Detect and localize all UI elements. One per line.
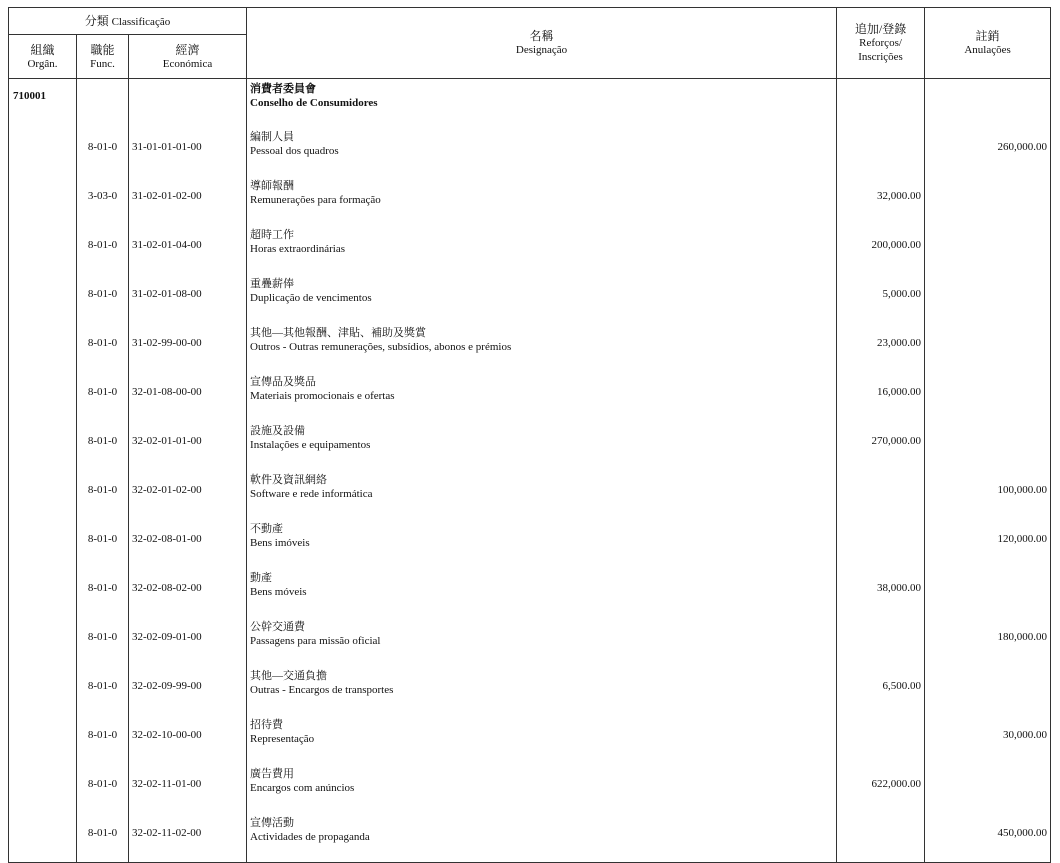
- cancellation-amount: [925, 372, 1051, 421]
- reinforcement-amount: [837, 617, 925, 666]
- table-row: [9, 323, 1051, 372]
- cancellation-amount: 120,000.00: [925, 519, 1051, 568]
- economic-code: 32-02-01-02-00: [129, 470, 247, 519]
- economic-code: 31-02-01-02-00: [129, 176, 247, 225]
- reinforcement-amount: 38,000.00: [837, 568, 925, 617]
- designation: [247, 519, 837, 568]
- organ-cell: [9, 568, 77, 617]
- economic-header: 經濟 Económica: [129, 35, 247, 79]
- func-code: 8-01-0: [77, 372, 129, 421]
- economic-code: 32-02-08-01-00: [129, 519, 247, 568]
- table-row: [9, 813, 1051, 863]
- reinforcement-amount: [837, 715, 925, 764]
- organ-cell: [9, 127, 77, 176]
- designation-pt: Representação: [250, 733, 315, 745]
- organ-cell: [9, 372, 77, 421]
- organ-header: 組織 Orgân.: [9, 35, 77, 79]
- designation: [247, 764, 837, 813]
- designation: [247, 372, 837, 421]
- cancellation-amount: 450,000.00: [925, 813, 1051, 863]
- cancellation-amount: [925, 225, 1051, 274]
- table-row: [9, 568, 1051, 617]
- organ-cell: [9, 715, 77, 764]
- designation-pt: Outros - Outras remunerações, subsídios, abonos e prémios: [250, 341, 512, 353]
- designation-cn: 動產: [250, 572, 273, 584]
- cancellation-amount: [925, 176, 1051, 225]
- cancellation-amount: [925, 323, 1051, 372]
- designation-cn: 其他—其他報酬、津貼、補助及獎賞: [250, 327, 427, 339]
- economic-code: 32-02-09-01-00: [129, 617, 247, 666]
- designation-pt: Materiais promocionais e ofertas: [250, 390, 395, 402]
- economic-code: 32-02-01-01-00: [129, 421, 247, 470]
- economic-code: 32-02-10-00-00: [129, 715, 247, 764]
- economic-code: 32-02-08-02-00: [129, 568, 247, 617]
- table-row: [9, 470, 1051, 519]
- designation-cn: 招待費: [250, 719, 284, 731]
- func-code: 8-01-0: [77, 519, 129, 568]
- table-row: [9, 421, 1051, 470]
- designation-pt: Actividades de propaganda: [250, 831, 370, 843]
- table-row: [9, 764, 1051, 813]
- designation-cn: 廣告費用: [250, 768, 295, 780]
- designation-cn: 其他—交通負擔: [250, 670, 328, 682]
- reinforcement-amount: [837, 470, 925, 519]
- designation: [247, 666, 837, 715]
- designation-cn: 宣傳活動: [250, 817, 295, 829]
- func-code: 8-01-0: [77, 813, 129, 863]
- func-code: 8-01-0: [77, 274, 129, 323]
- designation: [247, 127, 837, 176]
- designation-pt: Outras - Encargos de transportes: [250, 684, 394, 696]
- cancellation-amount: [925, 568, 1051, 617]
- reinforcement-amount: 32,000.00: [837, 176, 925, 225]
- designation-pt: Horas extraordinárias: [250, 243, 346, 255]
- designation-cn: 公幹交通費: [250, 621, 306, 633]
- table-row: [9, 176, 1051, 225]
- designation-pt: Remunerações para formação: [250, 194, 381, 206]
- economic-code: 31-02-01-08-00: [129, 274, 247, 323]
- designation: [247, 715, 837, 764]
- designation-cn: 軟件及資訊網絡: [250, 474, 328, 486]
- designation-pt: Duplicação de vencimentos: [250, 292, 372, 304]
- func-header: 職能 Func.: [77, 35, 129, 79]
- func-code: 8-01-0: [77, 323, 129, 372]
- cancellation-amount: [925, 666, 1051, 715]
- designation-cn: 超時工作: [250, 229, 295, 241]
- designation-pt: Instalações e equipamentos: [250, 439, 371, 451]
- organ-cell: [9, 421, 77, 470]
- designation: [247, 813, 837, 863]
- func-code: 8-01-0: [77, 617, 129, 666]
- table-row: [9, 715, 1051, 764]
- organ-code: 710001: [9, 79, 77, 128]
- func-code: 8-01-0: [77, 421, 129, 470]
- organ-cell: [9, 274, 77, 323]
- designation-pt: Encargos com anúncios: [250, 782, 355, 794]
- classification-header: 分類 Classificação: [9, 8, 247, 35]
- organ-cell: [9, 323, 77, 372]
- func-code: 8-01-0: [77, 470, 129, 519]
- cancellation-amount: [925, 274, 1051, 323]
- designation: [247, 323, 837, 372]
- organ-name: 消費者委員會 Conselho de Consumidores: [247, 79, 837, 128]
- cancellations-header: 註銷 Anulações: [925, 8, 1051, 79]
- designation-cn: 設施及設備: [250, 425, 306, 437]
- func-code: 3-03-0: [77, 176, 129, 225]
- reinforcement-amount: 5,000.00: [837, 274, 925, 323]
- economic-code: 32-02-11-01-00: [129, 764, 247, 813]
- cancellation-amount: 100,000.00: [925, 470, 1051, 519]
- table-row: [9, 274, 1051, 323]
- func-code: 8-01-0: [77, 568, 129, 617]
- economic-code: 31-01-01-01-00: [129, 127, 247, 176]
- reinforcement-amount: 622,000.00: [837, 764, 925, 813]
- cancellation-amount: [925, 764, 1051, 813]
- reinforcement-amount: 16,000.00: [837, 372, 925, 421]
- organ-cell: [9, 813, 77, 863]
- designation-pt: Software e rede informática: [250, 488, 373, 500]
- func-code: 8-01-0: [77, 764, 129, 813]
- designation: [247, 568, 837, 617]
- cancellation-amount: 30,000.00: [925, 715, 1051, 764]
- economic-code: 32-02-09-99-00: [129, 666, 247, 715]
- table-row: [9, 225, 1051, 274]
- organ-cell: [9, 519, 77, 568]
- func-code: 8-01-0: [77, 715, 129, 764]
- designation: [247, 225, 837, 274]
- designation-pt: Pessoal dos quadros: [250, 145, 339, 157]
- designation-pt: Bens móveis: [250, 586, 307, 598]
- designation: [247, 421, 837, 470]
- organ-cell: [9, 617, 77, 666]
- organ-cell: [9, 764, 77, 813]
- economic-code: 32-02-11-02-00: [129, 813, 247, 863]
- designation: [247, 274, 837, 323]
- reinforcement-amount: [837, 813, 925, 863]
- reinforcements-header: 追加/登錄 Reforços/ Inscrições: [837, 8, 925, 79]
- economic-code: 31-02-99-00-00: [129, 323, 247, 372]
- table-row: [9, 666, 1051, 715]
- func-code: 8-01-0: [77, 666, 129, 715]
- designation-pt: Passagens para missão oficial: [250, 635, 381, 647]
- budget-table: [8, 7, 1051, 863]
- table-row: [9, 617, 1051, 666]
- economic-code: 31-02-01-04-00: [129, 225, 247, 274]
- organ-row: [9, 79, 1051, 128]
- designation-cn: 編制人員: [250, 131, 295, 143]
- designation-cn: 不動產: [250, 523, 284, 535]
- reinforcement-amount: 6,500.00: [837, 666, 925, 715]
- table-row: [9, 519, 1051, 568]
- cancellation-amount: [925, 421, 1051, 470]
- designation: [247, 470, 837, 519]
- reinforcement-amount: [837, 127, 925, 176]
- designation-pt: Bens imóveis: [250, 537, 310, 549]
- organ-cell: [9, 470, 77, 519]
- designation-header: 名稱 Designação: [247, 8, 837, 79]
- designation-cn: 宣傳品及獎品: [250, 376, 317, 388]
- reinforcement-amount: 23,000.00: [837, 323, 925, 372]
- reinforcement-amount: 270,000.00: [837, 421, 925, 470]
- organ-cell: [9, 225, 77, 274]
- reinforcement-amount: [837, 519, 925, 568]
- table-row: [9, 127, 1051, 176]
- table-row: [9, 372, 1051, 421]
- organ-cell: [9, 176, 77, 225]
- designation: [247, 176, 837, 225]
- func-code: 8-01-0: [77, 225, 129, 274]
- designation-cn: 導師報酬: [250, 180, 295, 192]
- reinforcement-amount: 200,000.00: [837, 225, 925, 274]
- designation-cn: 重疊薪俸: [250, 278, 295, 290]
- cancellation-amount: 180,000.00: [925, 617, 1051, 666]
- cancellation-amount: 260,000.00: [925, 127, 1051, 176]
- organ-cell: [9, 666, 77, 715]
- designation: [247, 617, 837, 666]
- economic-code: 32-01-08-00-00: [129, 372, 247, 421]
- func-code: 8-01-0: [77, 127, 129, 176]
